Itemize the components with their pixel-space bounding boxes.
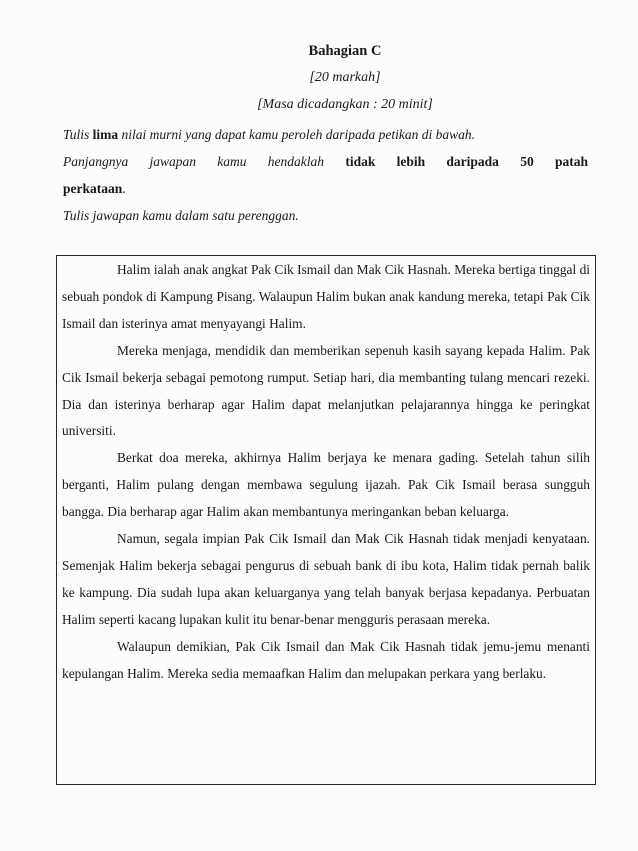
passage [62,257,590,688]
suggested-time-label: [Masa dicadangkan : 20 minit] [257,97,433,112]
instruction-bold: lima [92,127,119,142]
passage-paragraph-5: Walaupun demikian, Pak Cik Ismail dan Mak Cik Hasnah tidak jemu-jemu menanti kepulangan Halim. Mereka sedia memaafkan Halim dan melupakan perkara yang berlaku. [62,638,590,681]
instruction-line-2 [63,148,588,175]
passage-paragraph-1: Halim ialah anak angkat Pak Cik Ismail dan Mak Cik Hasnah. Mereka bertiga tinggal di sebuah pondok di Kampung Pisang. Walaupun Halim bukan anak kandung mereka, tetapi Pak Cik Ismail dan isterinya amat menyayangi Halim. [62,262,590,331]
instruction-line-4: Tulis jawapan kamu dalam satu perenggan. [63,208,299,223]
instruction-text: . [122,181,126,196]
passage-paragraph-4: Namun, segala impian Pak Cik Ismail dan Mak Cik Hasnah tidak menjadi kenyataan. Semenjak Halim bekerja sebagai pengurus di sebuah bank di ibu kota, Halim tidak pernah balik ke kampung. Dia sudah lupa akan keluarganya yang telah banyak berjasa kepadanya. Perbuatan Halim seperti kacang lupakan kulit itu benar-benar mengguris perasaan mereka. [62,531,590,627]
instruction-text: nilai murni yang dapat kamu peroleh daripada petikan di bawah. [118,127,476,142]
instruction-line-1 [63,121,588,148]
instruction-bold: perkataan [63,181,123,196]
instruction-text: Panjangnya jawapan kamu hendaklah [63,154,346,169]
instruction-line-3 [63,175,588,202]
instruction-bold: tidak lebih daripada 50 patah [345,154,588,169]
marks-label: [20 markah] [309,70,381,85]
section-title: Bahagian C [308,43,382,59]
passage-paragraph-2: Mereka menjaga, mendidik dan memberikan sepenuh kasih sayang kepada Halim. Pak Cik Ismail bekerja sebagai pemotong rumput. Setiap hari, dia membanting tulang mencari rezeki. Dia dan isterinya berharap agar Halim dapat melanjutkan pelajarannya hingga ke peringkat universiti. [62,342,590,439]
passage-paragraph-3: Berkat doa mereka, akhirnya Halim berjaya ke menara gading. Setelah tahun silih berganti, Halim pulang dengan membawa segulung ijazah. Pak Cik Ismail berasa sungguh bangga. Dia berharap agar Halim akan membantunya meringankan beban keluarga. [62,450,590,520]
instruction-text: Tulis [63,127,93,142]
